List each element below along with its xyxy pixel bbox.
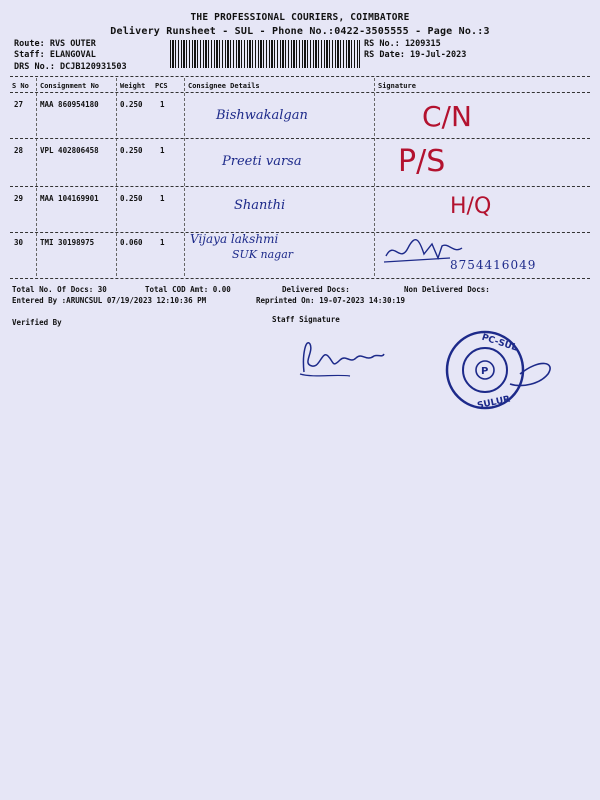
row-consignee-handwritten: Shanthi (234, 198, 286, 213)
verified-by-label: Verified By (12, 318, 62, 327)
table-rule-bottom (10, 278, 590, 279)
non-delivered-docs: Non Delivered Docs: (404, 285, 490, 294)
total-cod: Total COD Amt: 0.00 (145, 285, 231, 294)
row-phone-handwritten: 8754416049 (450, 258, 537, 272)
row-rule (10, 186, 590, 187)
row-pcs: 1 (160, 238, 165, 247)
row-weight: 0.250 (120, 194, 143, 203)
row-signature-code: P/S (398, 144, 446, 179)
row-weight: 0.250 (120, 146, 143, 155)
header-rule-bottom (10, 92, 590, 93)
row-consignee-handwritten: Vijaya lakshmi (190, 232, 279, 246)
row-sno: 30 (14, 238, 24, 247)
drs-number: DRS No.: DCJB120931503 (14, 62, 127, 72)
col-pcs: PCS (155, 82, 168, 90)
runsheet-subtitle: Delivery Runsheet - SUL - Phone No.:0422-3505555 - Page No.:3 (110, 26, 490, 37)
stamp-center: P (481, 366, 489, 377)
row-sno: 29 (14, 194, 24, 203)
row-consignment: MAA 104169901 (40, 194, 99, 203)
col-consignment: Consignment No (40, 82, 100, 90)
entered-by: Entered By :ARUNCSUL 07/19/2023 12:10:36 PM (12, 296, 207, 305)
row-weight: 0.250 (120, 100, 143, 109)
row-weight: 0.060 (120, 238, 143, 247)
col-consignee: Consignee Details (188, 82, 260, 90)
row-consignment: VPL 402806458 (40, 146, 99, 155)
stamp-text-bottom: SULUR (476, 394, 512, 412)
row-signature-code: C/N (422, 100, 472, 133)
total-docs: Total No. Of Docs: 30 (12, 285, 107, 294)
route-label: Route: RVS OUTER (14, 39, 96, 49)
row-pcs: 1 (160, 146, 165, 155)
barcode (170, 40, 360, 68)
row-consignment: MAA 860954180 (40, 100, 99, 109)
reprinted-on: Reprinted On: 19-07-2023 14:30:19 (256, 296, 406, 305)
staff-signature (294, 334, 394, 380)
row-consignee-area: SUK nagar (232, 248, 294, 261)
col-divider (374, 78, 375, 276)
row-sno: 28 (14, 146, 24, 155)
row-signature-code: H/Q (450, 194, 492, 219)
row-rule (10, 232, 590, 233)
row-rule (10, 138, 590, 139)
col-weight: Weight (120, 82, 146, 90)
staff-signature-label: Staff Signature (272, 315, 340, 324)
row-consignee-handwritten: Bishwakalgan (216, 108, 308, 123)
row-sno: 27 (14, 100, 24, 109)
row-consignment: TMI 30198975 (40, 238, 95, 247)
row-pcs: 1 (160, 100, 165, 109)
rs-number: RS No.: 1209315 (364, 39, 441, 49)
col-signature: Signature (378, 82, 416, 90)
col-divider (184, 78, 185, 276)
delivered-docs: Delivered Docs: (282, 285, 350, 294)
row-consignee-handwritten: Preeti varsa (222, 154, 302, 169)
header-rule-top (10, 76, 590, 77)
courier-stamp (430, 318, 570, 418)
col-divider (116, 78, 117, 276)
rs-date: RS Date: 19-Jul-2023 (364, 50, 467, 60)
company-title: THE PROFESSIONAL COURIERS, COIMBATORE (190, 12, 410, 23)
row-pcs: 1 (160, 194, 165, 203)
stamp-text-top: PC-SUL (480, 332, 519, 354)
staff-label: Staff: ELANGOVAL (14, 50, 96, 60)
col-divider (36, 78, 37, 276)
col-sno: S No (12, 82, 29, 90)
